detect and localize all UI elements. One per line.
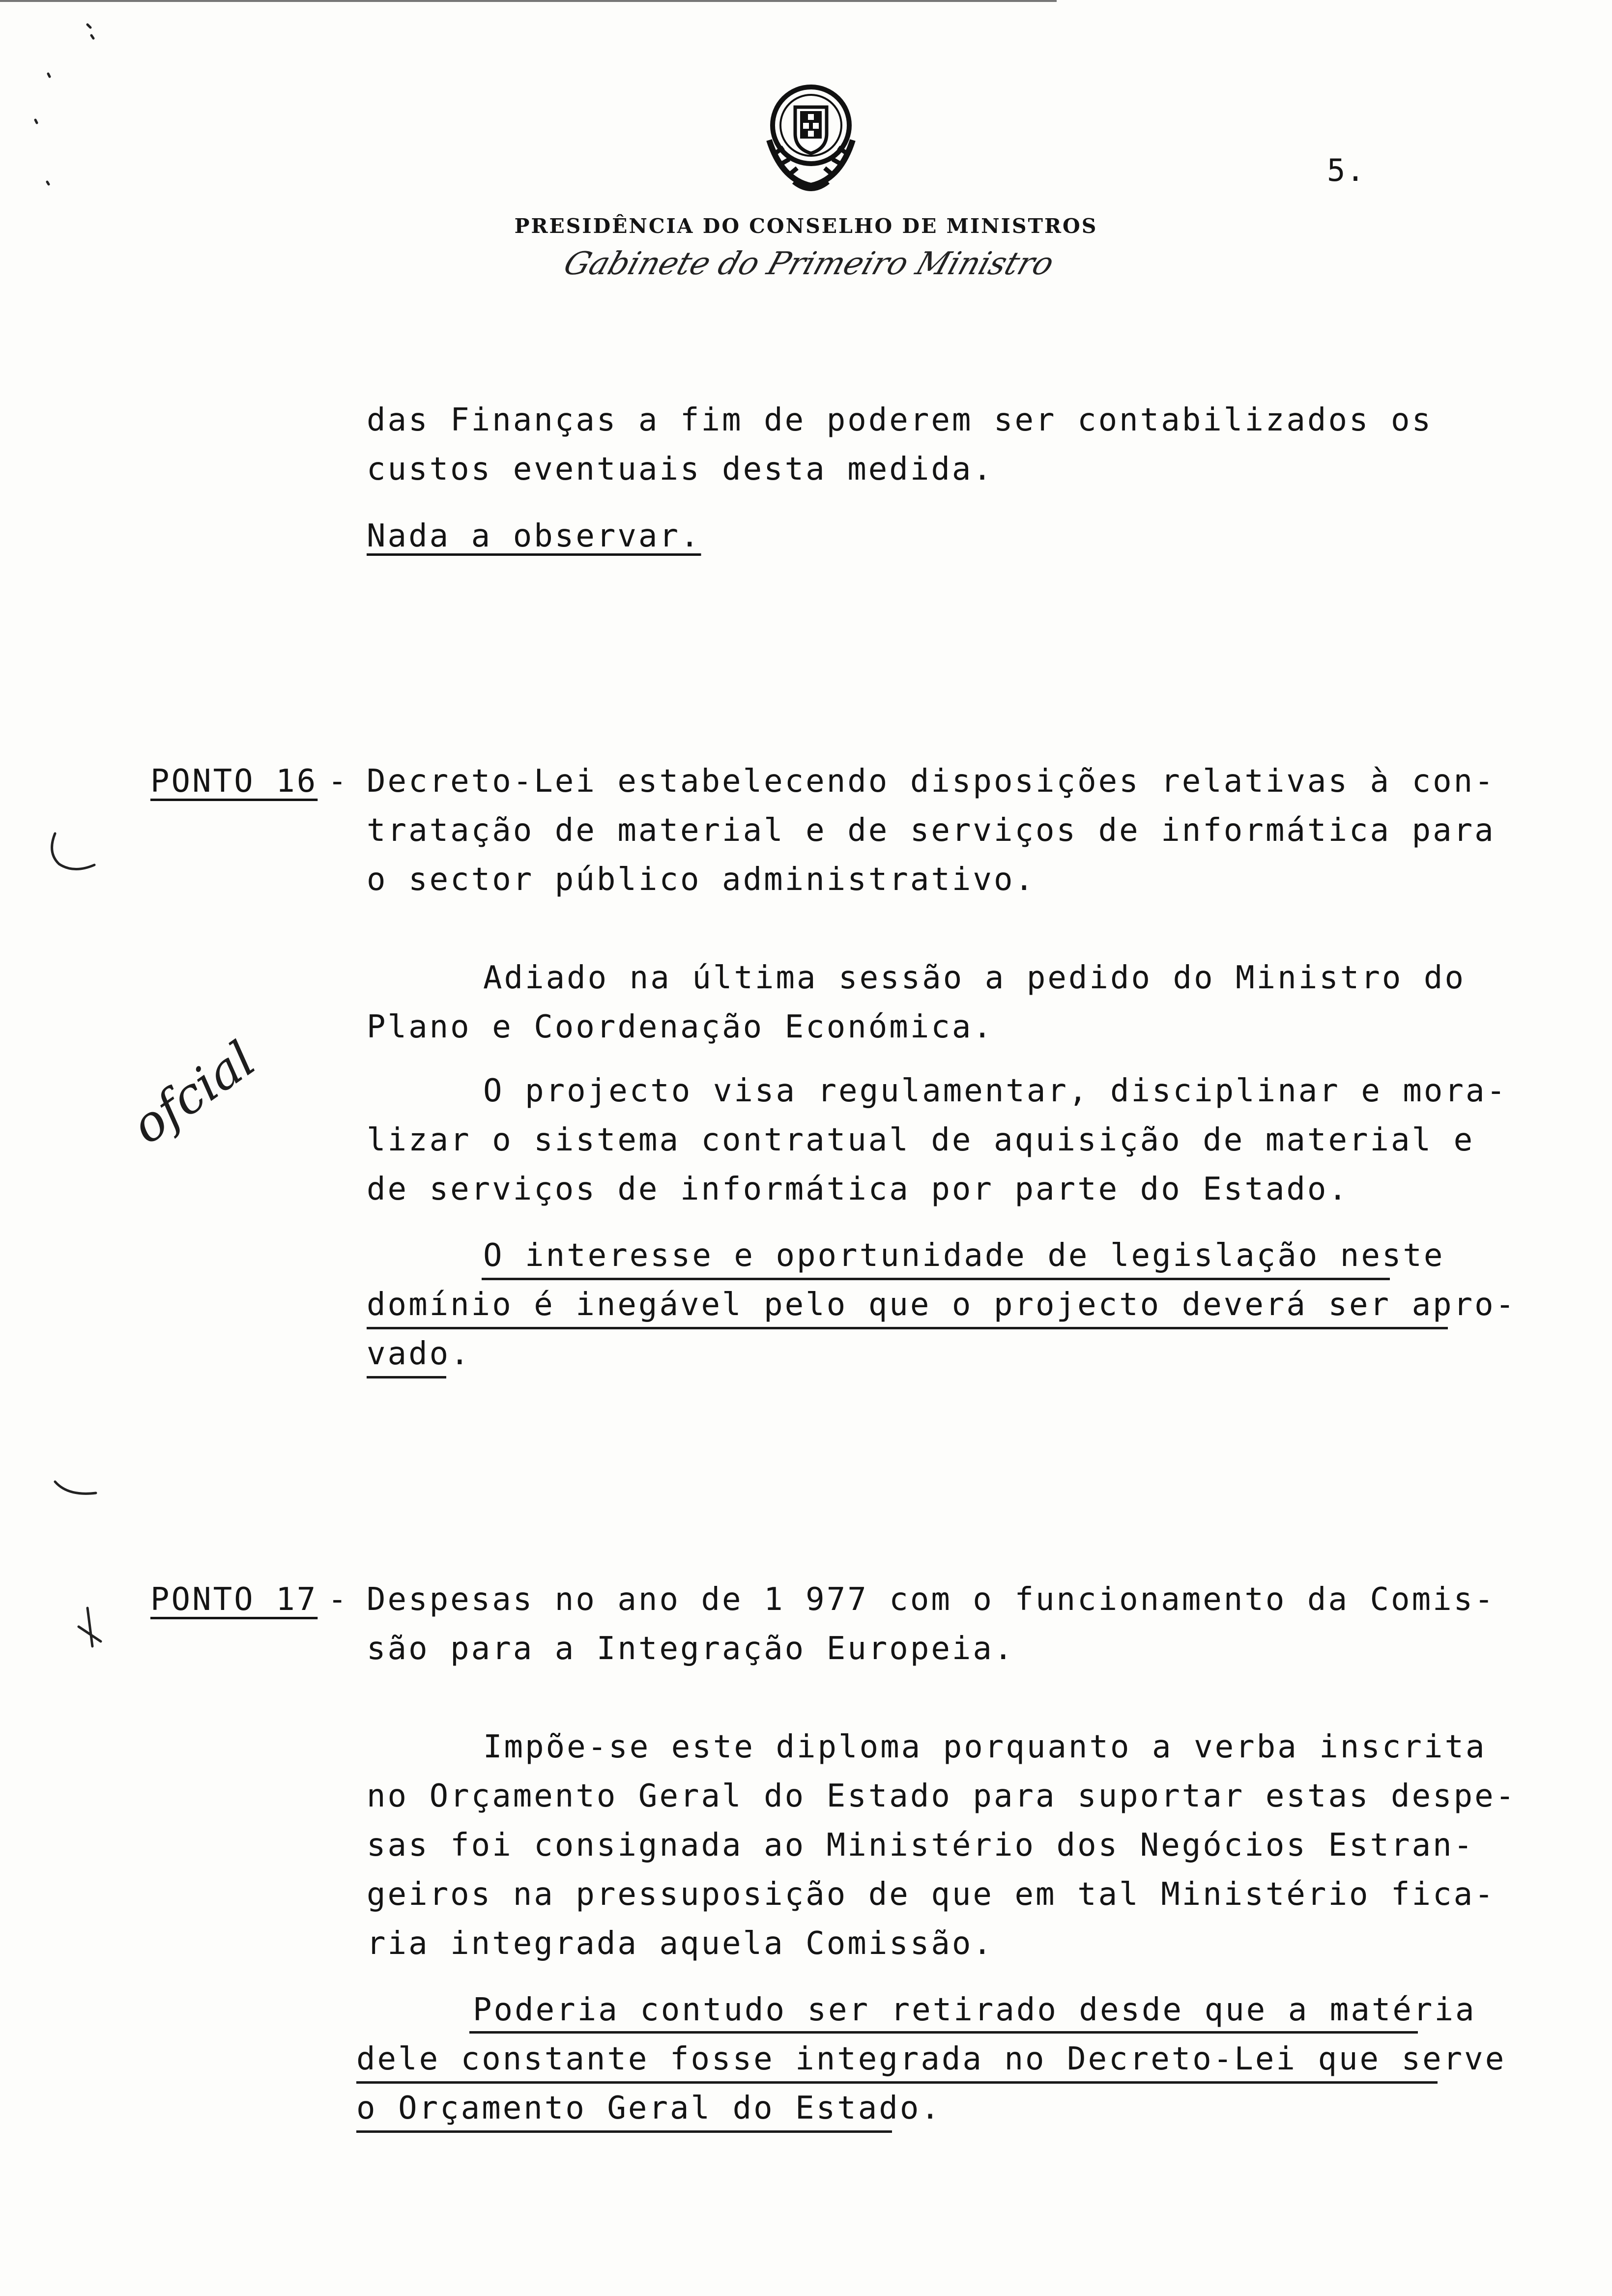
text-line: custos eventuais desta medida. bbox=[367, 451, 994, 488]
ponto-17-paragraph-line: ria integrada aquela Comissão. bbox=[367, 1925, 994, 1962]
ponto-17-label: PONTO 17 bbox=[150, 1581, 318, 1618]
ponto-17-paragraph-line: geiros na pressuposição de que em tal Ministério fica- bbox=[367, 1876, 1496, 1913]
ponto-17-paragraph-line: Impõe-se este diploma porquanto a verba inscrita bbox=[483, 1729, 1487, 1765]
ponto-16-label: PONTO 16 bbox=[150, 763, 318, 800]
handwritten-initials-icon bbox=[121, 1030, 265, 1155]
ponto-16-conclusion-line: domínio é inegável pelo que o projecto deverá ser apro- bbox=[367, 1287, 1517, 1323]
ponto-16-paragraph-line: lizar o sistema contratual de aquisição de material e bbox=[367, 1122, 1475, 1158]
handwritten-initials-text: ofcial bbox=[121, 1030, 266, 1155]
underline-rule bbox=[469, 2031, 1418, 2034]
check-mark-icon bbox=[79, 1608, 101, 1646]
underline-rule bbox=[482, 1278, 1390, 1280]
page-number: 5. bbox=[1327, 152, 1366, 188]
ponto-16-paragraph-line: O projecto visa regulamentar, disciplinar e mora- bbox=[483, 1073, 1508, 1109]
top-border-line bbox=[0, 0, 1057, 2]
underline-rule bbox=[356, 2081, 1438, 2084]
underline-rule bbox=[356, 2130, 892, 2133]
ponto-16-paragraph-line: de serviços de informática por parte do Estado. bbox=[367, 1171, 1349, 1207]
underline-rule bbox=[367, 1376, 446, 1378]
margin-tick-mark bbox=[52, 833, 94, 869]
conclusion-nada-a-observar: Nada a observar. bbox=[367, 518, 701, 554]
ponto-16-conclusion-line: O interesse e oportunidade de legislação neste bbox=[483, 1237, 1445, 1274]
ponto-16-title-line: Decreto-Lei estabelecendo disposições relativas à con- bbox=[367, 763, 1496, 800]
portuguese-coat-of-arms-icon bbox=[752, 79, 870, 197]
ponto-17-paragraph-line: no Orçamento Geral do Estado para suportar estas despe- bbox=[367, 1778, 1517, 1814]
ponto-16-paragraph-line: Adiado na última sessão a pedido do Ministro do bbox=[483, 960, 1466, 996]
letterhead-title: PRESIDÊNCIA DO CONSELHO DE MINISTROS bbox=[514, 214, 1098, 238]
scan-speck-marks bbox=[35, 25, 93, 184]
ponto-17-dash: - bbox=[328, 1581, 349, 1618]
ponto-17-title-line: são para a Integração Europeia. bbox=[367, 1631, 1015, 1667]
ponto-16-conclusion-line: vado. bbox=[367, 1336, 471, 1372]
underline-rule bbox=[367, 1327, 1448, 1329]
letterhead-subtitle: Gabinete do Primeiro Ministro bbox=[559, 246, 1059, 282]
ponto-17-conclusion-line: dele constante fosse integrada no Decreto-Lei que serve bbox=[356, 2041, 1506, 2077]
ponto-16-paragraph-line: Plano e Coordenação Económica. bbox=[367, 1009, 994, 1045]
ponto-16-dash: - bbox=[328, 763, 349, 800]
text-line: das Finanças a fim de poderem ser contabilizados os bbox=[367, 402, 1433, 438]
ponto-16-title-line: tratação de material e de serviços de informática para bbox=[367, 812, 1496, 849]
ponto-17-title-line: Despesas no ano de 1 977 com o funcionamento da Comis- bbox=[367, 1581, 1496, 1618]
ponto-17-conclusion-line: Poderia contudo ser retirado desde que a matéria bbox=[473, 1992, 1476, 2028]
ponto-17-conclusion-line: o Orçamento Geral do Estado. bbox=[356, 2090, 942, 2126]
ponto-17-paragraph-line: sas foi consignada ao Ministério dos Negócios Estran- bbox=[367, 1827, 1475, 1864]
margin-tick-mark bbox=[55, 1482, 96, 1493]
ponto-16-title-line: o sector público administrativo. bbox=[367, 861, 1036, 898]
